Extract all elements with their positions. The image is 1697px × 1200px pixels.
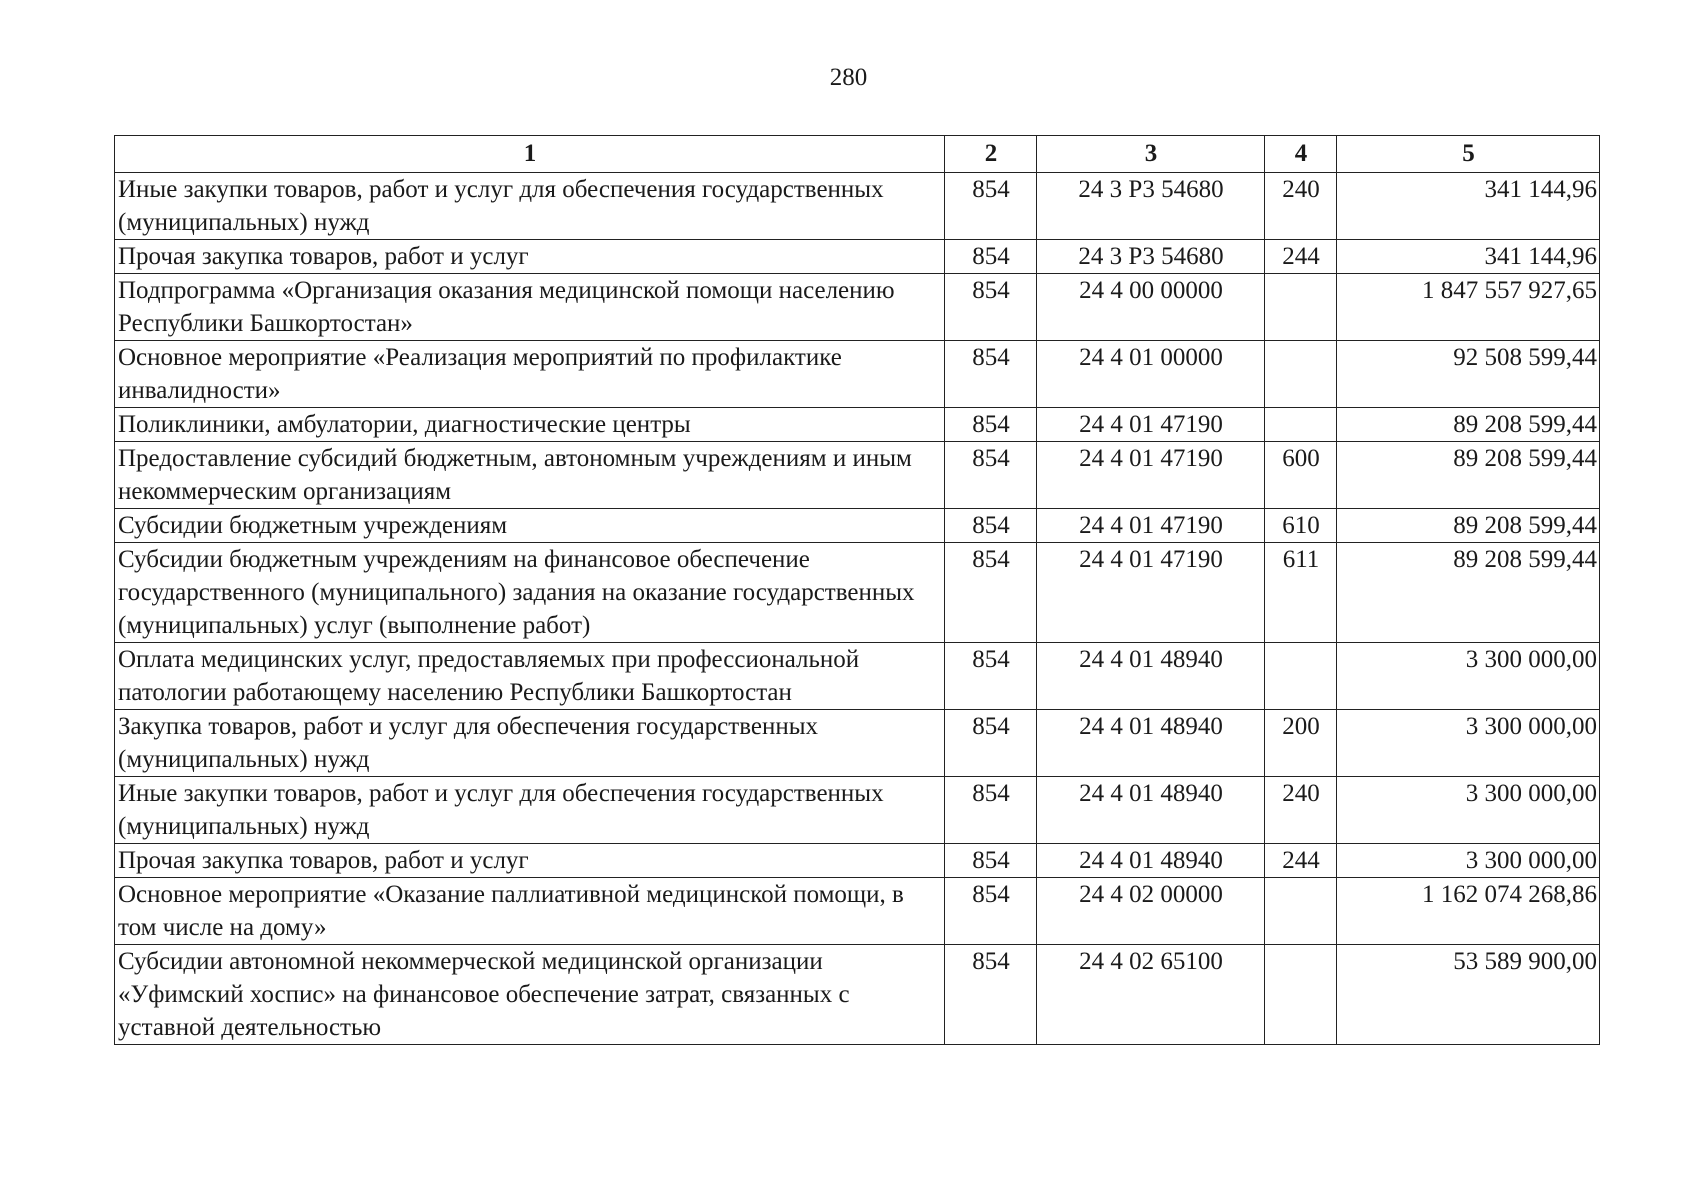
row-target-code: 24 4 01 48940 [1037, 777, 1265, 844]
row-description: Поликлиники, амбулатории, диагностические центры [115, 408, 945, 442]
row-target-code: 24 4 01 47190 [1037, 509, 1265, 543]
table-header-row [115, 136, 1600, 173]
table-row [115, 240, 1600, 274]
row-target-code: 24 4 01 47190 [1037, 408, 1265, 442]
row-expense-type: 244 [1265, 240, 1337, 274]
row-amount: 89 208 599,44 [1337, 543, 1600, 643]
row-ministry-code: 854 [945, 240, 1037, 274]
row-expense-type: 244 [1265, 844, 1337, 878]
row-ministry-code: 854 [945, 777, 1037, 844]
row-target-code: 24 4 02 65100 [1037, 945, 1265, 1045]
row-amount: 89 208 599,44 [1337, 509, 1600, 543]
row-description: Основное мероприятие «Реализация мероприятий по профилактике инвалидности» [115, 341, 945, 408]
row-description: Прочая закупка товаров, работ и услуг [115, 240, 945, 274]
table-row [115, 710, 1600, 777]
row-expense-type: 240 [1265, 173, 1337, 240]
row-expense-type: 611 [1265, 543, 1337, 643]
table-row [115, 777, 1600, 844]
row-target-code: 24 4 01 00000 [1037, 341, 1265, 408]
row-description: Подпрограмма «Организация оказания медицинской помощи населению Республики Башкортостан» [115, 274, 945, 341]
table-row [115, 543, 1600, 643]
row-amount: 3 300 000,00 [1337, 643, 1600, 710]
row-expense-type: 610 [1265, 509, 1337, 543]
budget-table [114, 135, 1600, 1045]
row-ministry-code: 854 [945, 341, 1037, 408]
row-description: Основное мероприятие «Оказание паллиативной медицинской помощи, в том числе на дому» [115, 878, 945, 945]
row-target-code: 24 4 01 47190 [1037, 543, 1265, 643]
table-row [115, 408, 1600, 442]
row-amount: 89 208 599,44 [1337, 442, 1600, 509]
row-expense-type: 600 [1265, 442, 1337, 509]
row-ministry-code: 854 [945, 878, 1037, 945]
row-ministry-code: 854 [945, 274, 1037, 341]
row-expense-type [1265, 408, 1337, 442]
table-row [115, 878, 1600, 945]
header-col-5: 5 [1337, 136, 1600, 173]
row-amount: 1 162 074 268,86 [1337, 878, 1600, 945]
row-amount: 53 589 900,00 [1337, 945, 1600, 1045]
row-amount: 3 300 000,00 [1337, 710, 1600, 777]
row-expense-type: 200 [1265, 710, 1337, 777]
page-number: 280 [829, 64, 868, 91]
row-amount: 341 144,96 [1337, 173, 1600, 240]
row-description: Прочая закупка товаров, работ и услуг [115, 844, 945, 878]
row-expense-type [1265, 878, 1337, 945]
row-amount: 341 144,96 [1337, 240, 1600, 274]
table-row [115, 643, 1600, 710]
row-description: Субсидии бюджетным учреждениям [115, 509, 945, 543]
header-col-2: 2 [945, 136, 1037, 173]
row-target-code: 24 3 Р3 54680 [1037, 173, 1265, 240]
row-amount: 89 208 599,44 [1337, 408, 1600, 442]
row-target-code: 24 4 01 47190 [1037, 442, 1265, 509]
row-ministry-code: 854 [945, 543, 1037, 643]
row-expense-type [1265, 274, 1337, 341]
row-ministry-code: 854 [945, 442, 1037, 509]
row-ministry-code: 854 [945, 643, 1037, 710]
row-description: Предоставление субсидий бюджетным, автономным учреждениям и иным некоммерческим организациям [115, 442, 945, 509]
table-row [115, 442, 1600, 509]
row-description: Субсидии бюджетным учреждениям на финансовое обеспечение государственного (муниципального) задания на оказание государственных (муниципальных) услуг (выполнение работ) [115, 543, 945, 643]
row-expense-type [1265, 945, 1337, 1045]
row-amount: 1 847 557 927,65 [1337, 274, 1600, 341]
table-row [115, 509, 1600, 543]
row-target-code: 24 3 Р3 54680 [1037, 240, 1265, 274]
row-target-code: 24 4 02 00000 [1037, 878, 1265, 945]
header-col-1: 1 [115, 136, 945, 173]
row-target-code: 24 4 01 48940 [1037, 844, 1265, 878]
row-description: Иные закупки товаров, работ и услуг для обеспечения государственных (муниципальных) нужд [115, 777, 945, 844]
row-expense-type [1265, 643, 1337, 710]
row-target-code: 24 4 01 48940 [1037, 643, 1265, 710]
row-expense-type: 240 [1265, 777, 1337, 844]
row-amount: 3 300 000,00 [1337, 777, 1600, 844]
row-amount: 3 300 000,00 [1337, 844, 1600, 878]
row-description: Закупка товаров, работ и услуг для обеспечения государственных (муниципальных) нужд [115, 710, 945, 777]
table-row [115, 173, 1600, 240]
row-description: Оплата медицинских услуг, предоставляемых при профессиональной патологии работающему населению Республики Башкортостан [115, 643, 945, 710]
row-ministry-code: 854 [945, 945, 1037, 1045]
table-row [115, 844, 1600, 878]
row-description: Иные закупки товаров, работ и услуг для обеспечения государственных (муниципальных) нужд [115, 173, 945, 240]
row-target-code: 24 4 00 00000 [1037, 274, 1265, 341]
row-description: Субсидии автономной некоммерческой медицинской организации «Уфимский хоспис» на финансовое обеспечение затрат, связанных с уставной деятельностью [115, 945, 945, 1045]
row-ministry-code: 854 [945, 844, 1037, 878]
row-amount: 92 508 599,44 [1337, 341, 1600, 408]
row-ministry-code: 854 [945, 173, 1037, 240]
row-expense-type [1265, 341, 1337, 408]
header-col-4: 4 [1265, 136, 1337, 173]
row-target-code: 24 4 01 48940 [1037, 710, 1265, 777]
row-ministry-code: 854 [945, 408, 1037, 442]
header-col-3: 3 [1037, 136, 1265, 173]
table-row [115, 274, 1600, 341]
row-ministry-code: 854 [945, 509, 1037, 543]
table-row [115, 945, 1600, 1045]
table-row [115, 341, 1600, 408]
row-ministry-code: 854 [945, 710, 1037, 777]
